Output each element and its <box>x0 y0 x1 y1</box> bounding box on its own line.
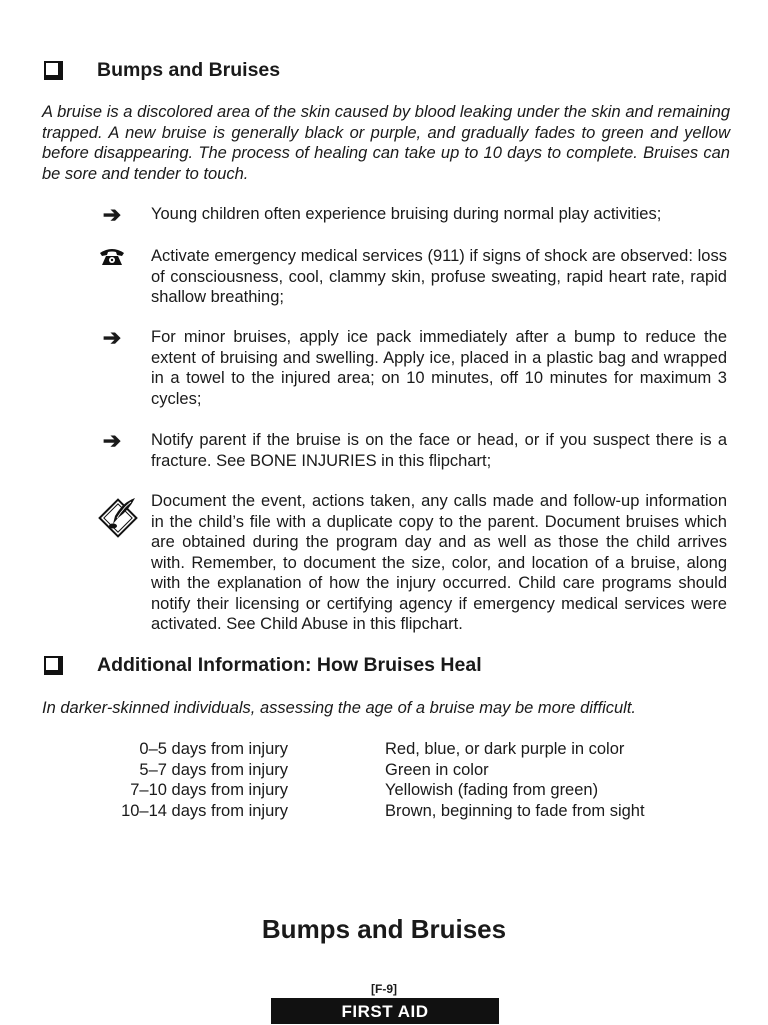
description-cell: Yellowish (fading from green) <box>385 781 599 799</box>
description-cell: Red, blue, or dark purple in color <box>385 740 625 758</box>
section-tab: FIRST AID <box>271 998 499 1024</box>
page-number: [F-9] <box>371 982 397 996</box>
checkbox-icon <box>44 656 63 675</box>
bullet-item: Activate emergency medical services (911) if signs of shock are observed: loss of consciousness, cool, clammy skin, profuse sweating, rapid heart rate, rapid shallow breathing; <box>151 247 727 306</box>
section-intro: In darker-skinned individuals, assessing the age of a bruise may be more difficult. <box>42 699 637 717</box>
section-intro: A bruise is a discolored area of the skin caused by blood leaking under the skin and remaining trapped. A new bruise is generally black or purple, and gradually fades to green and yellow before disappearing. The process of healing can take up to 10 days to complete. Bruises can be sore and tender to touch. <box>42 103 730 183</box>
bullet-item: For minor bruises, apply ice pack immediately after a bump to reduce the extent of bruising and swelling. Apply ice, placed in a plastic bag and wrapped in a towel to the injured area; on 10 minutes, off 10 minutes for maximum 3 cycles; <box>151 328 727 408</box>
footer-title: Bumps and Bruises <box>261 914 507 944</box>
days-cell: 10–14 days from injury <box>121 801 288 820</box>
arrow-right-icon: ➔ <box>102 325 122 350</box>
checkbox-icon <box>44 61 63 80</box>
description-cell: Green in color <box>385 760 489 779</box>
section-heading: Additional Information: How Bruises Heal <box>97 654 482 676</box>
arrow-right-icon: ➔ <box>102 428 122 453</box>
days-cell: 5–7 days from injury <box>139 760 288 779</box>
telephone-icon <box>94 246 130 271</box>
arrow-right-icon: ➔ <box>102 202 122 227</box>
description-cell: Brown, beginning to fade from sight <box>385 801 645 820</box>
bullet-item: Document the event, actions taken, any calls made and follow-up information in the child’s file with a duplicate copy to the parent. Document bruises which are obtained during the program day and as well as those the child arrives with. Remember, to document the size, color, and location of a bruise, along with the explanation of how the injury occurred. Child care programs should notify their licensing or certifying agency if emergency medical services were activated. See Child Abuse in this flipchart. <box>151 492 727 633</box>
days-cell: 0–5 days from injury <box>139 740 288 758</box>
bullet-item: Young children often experience bruising during normal play activities; <box>151 205 662 223</box>
bullet-item: Notify parent if the bruise is on the face or head, or if you suspect there is a fracture. See BONE INJURIES in this flipchart; <box>151 431 727 470</box>
quill-document-icon <box>96 496 142 547</box>
section-heading: Bumps and Bruises <box>97 59 281 81</box>
days-cell: 7–10 days from injury <box>130 781 288 799</box>
